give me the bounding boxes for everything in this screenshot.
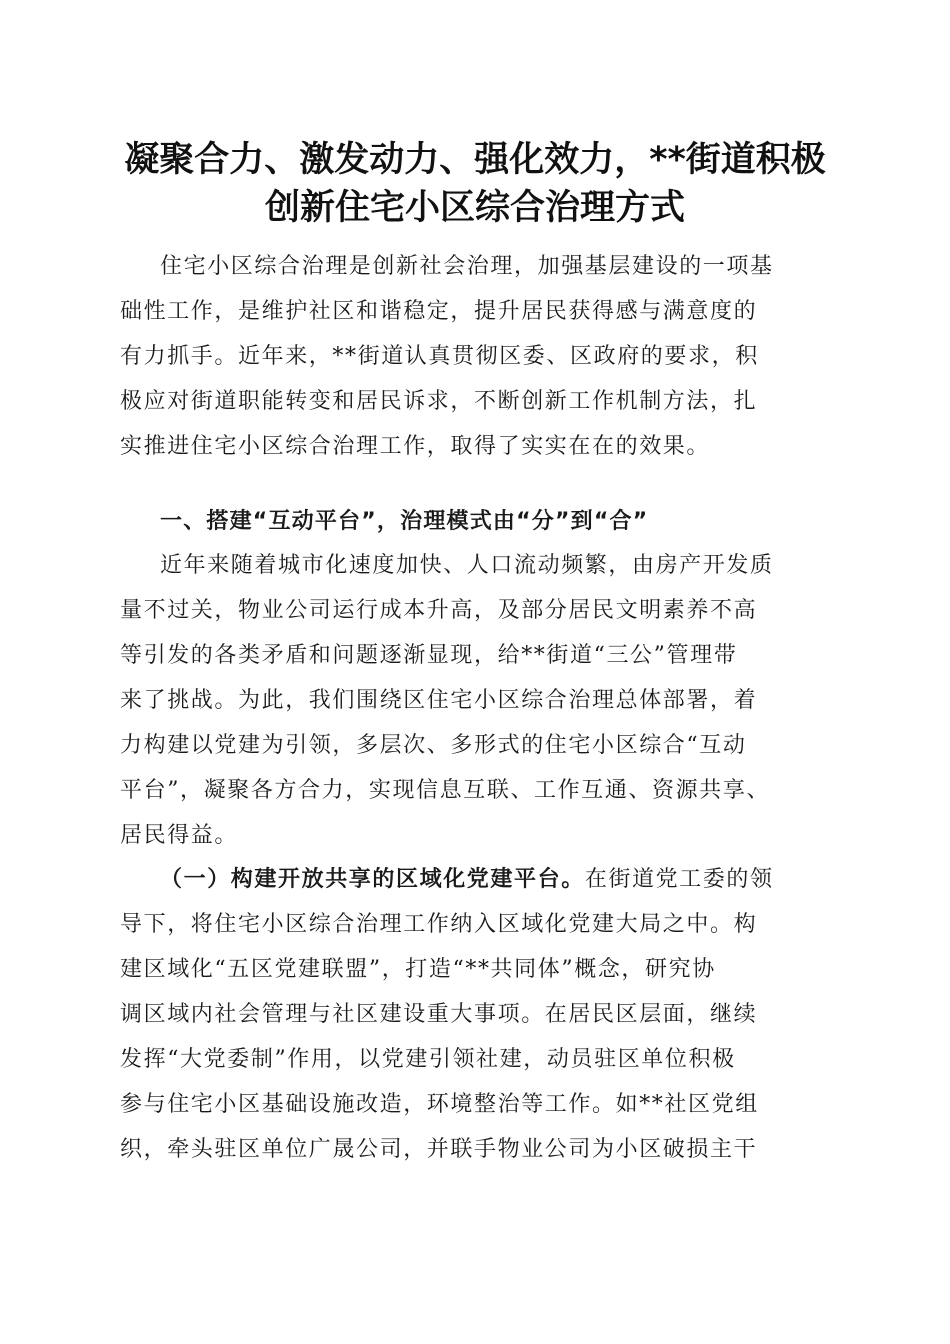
section-1-paragraph [120,543,850,858]
subsection-1-line: 参与住宅小区基础设施改造，环境整治等工作。如**社区党组 [120,1092,759,1117]
section-1-line: 平台”，凝聚各方合力，实现信息互联、工作互通、资源共享、 [120,778,771,803]
section-1-line: 近年来随着城市化速度加快、人口流动频繁，由房产开发质 [160,553,774,578]
intro-line: 极应对街道职能转变和居民诉求，不断创新工作机制方法，扎 [120,389,758,414]
section-1-line: 来了挑战。为此，我们围绕区住宅小区综合治理总体部署，着 [120,688,758,713]
subsection-1-paragraph [120,857,850,1172]
section-1-line: 等引发的各类矛盾和问题逐渐显现，给**街道“三公”管理带 [120,643,738,668]
intro-line: 实推进住宅小区综合治理工作，取得了实实在在的效果。 [120,434,711,459]
intro-paragraph [120,244,850,469]
intro-line: 有力抓手。近年来，**街道认真贯彻区委、区政府的要求，积 [120,344,759,369]
section-1-line: 量不过关，物业公司运行成本升高，及部分居民文明素养不高 [120,598,758,623]
subsection-1-line: 建区域化“五区党建联盟”，打造“**共同体”概念，研究协 [120,957,716,982]
subsection-1-line: 调区域内社会管理与社区建设重大事项。在居民区层面，继续 [120,1002,758,1027]
subsection-1-first-line [120,857,850,902]
intro-line: 住宅小区综合治理是创新社会治理，加强基层建设的一项基 [160,254,774,279]
subsection-1-lead: （一）构建开放共享的区域化党建平台。 [160,866,585,892]
intro-line: 础性工作，是维护社区和谐稳定，提升居民获得感与满意度的 [120,299,758,324]
document-title-line-1: 凝聚合力、激发动力、强化效力，**街道积极 [124,140,826,180]
document-title-line-2: 创新住宅小区综合治理方式 [264,188,685,228]
subsection-1-line: 发挥“大党委制”作用，以党建引领社建，动员驻区单位积极 [120,1047,736,1072]
section-1-heading-block [120,499,850,544]
subsection-1-line: 导下，将住宅小区综合治理工作纳入区域化党建大局之中。构 [120,912,758,937]
subsection-1-line: 织，牵头驻区单位广晟公司，并联手物业公司为小区破损主干 [120,1137,758,1162]
subsection-1-first-rest: 在街道党工委的领 [584,867,774,892]
section-1-heading: 一、搭建“互动平台”，治理模式由“分”到“合” [160,509,649,534]
section-1-line: 居民得益。 [120,823,239,848]
section-1-line: 力构建以党建为引领，多层次、多形式的住宅小区综合“互动 [120,733,747,758]
